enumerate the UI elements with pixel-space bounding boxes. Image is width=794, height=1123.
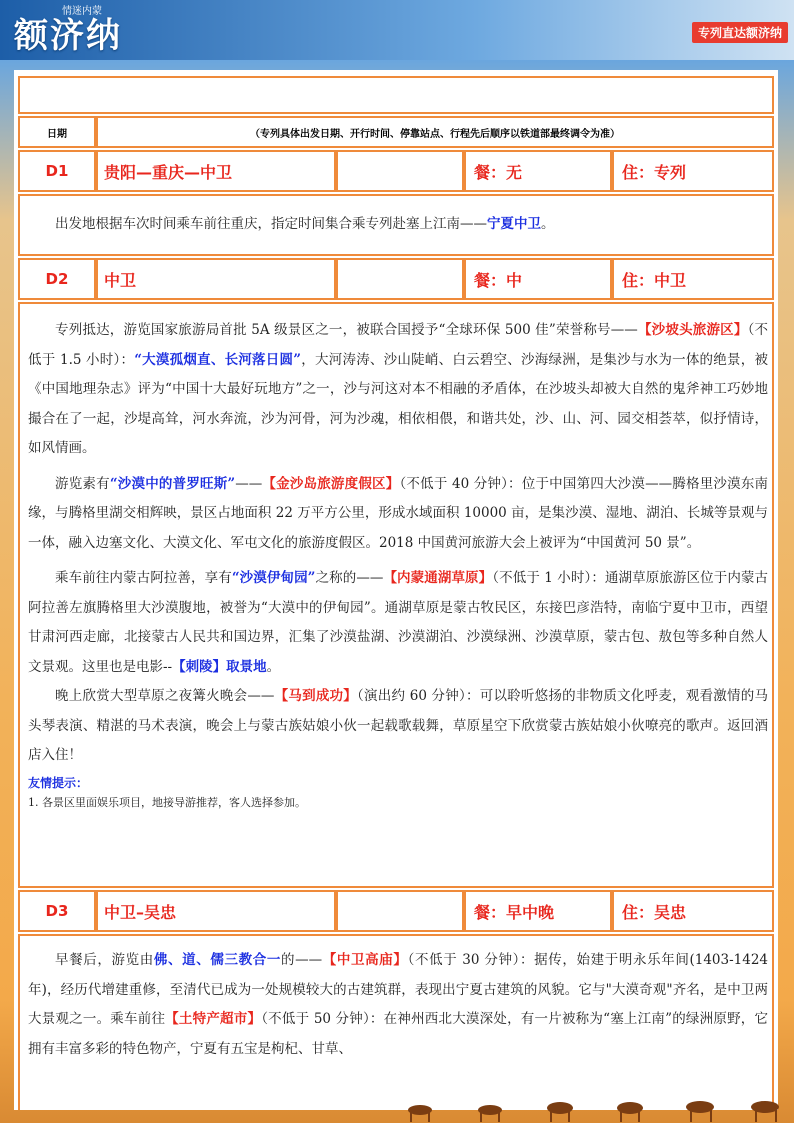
d1-text — [28, 210, 768, 240]
empty-cell — [336, 150, 464, 192]
highlight-text: 【中卫高庙】 — [322, 952, 408, 968]
text-segment: 出发地根据车次时间乘车前往重庆，指定时间集合乘专列赴塞上江南—— — [55, 216, 487, 232]
logo-subtitle: 情迷内蒙 — [62, 6, 102, 17]
highlight-text: 【马到成功】 — [274, 688, 358, 704]
highlight-text: 【内蒙通湖草原】 — [383, 570, 493, 586]
text-segment: （不低于 30 分钟）：据传，始建于明永乐年间(1403-1424 年)，经历代增建重修，至清代已成为一处规模较大的古建筑群，表现出宁夏古建筑的风貌。它与"大漠奇观"齐名，是中卫两大景观之一。乘车前往 — [28, 952, 769, 1027]
table-title-row — [18, 76, 774, 114]
highlight-text: 【土特产超市】 — [165, 1011, 262, 1027]
day-meal: 餐：中 — [464, 258, 612, 300]
text-segment: （不低于 40 分钟）：位于中国第四大沙漠——腾格里沙漠东南缘，与腾格里湖交相辉映，景区占地面积 22 万平方公里，形成水域面积 10000 亩，是集沙漠、湿地、湖泊、长城等景观与一体，融入边塞文化、大漠文化、军屯文化的旅游度假区。2018 中国黄河旅游大会上被评为“中国黄河 50 景”。 — [28, 475, 769, 551]
paragraph — [28, 470, 768, 559]
empty-cell — [336, 890, 464, 932]
text-segment: 专列抵达，游览国家旅游局首批 5A 级景区之一，被联合国授予“全球环保 500 佳”荣誉称号—— — [55, 322, 638, 338]
d3-text — [28, 946, 768, 1064]
day-number: D3 — [18, 890, 96, 932]
date-label: 日期 — [18, 116, 96, 148]
day-route: 中卫 — [96, 258, 336, 300]
text-segment: —— — [235, 475, 263, 492]
date-row — [18, 116, 774, 148]
text-segment: （不低于 1 小时）：通湖草原旅游区位于内蒙古阿拉善左旗腾格里大沙漠腹地，被誉为“大漠中的伊甸园”。通湖草原是蒙古牧民区，东接巴彦浩特，南临宁夏中卫市，西望甘肃河西走廊，北接蒙古人民共和国边界，汇集了沙漠盐湖、沙漠湖泊、沙漠绿洲、沙漠草原，蒙古包、敖包等多种自然人文景观。这里也是电影-- — [28, 570, 769, 675]
paragraph — [28, 564, 768, 682]
itinerary-table — [18, 74, 774, 1110]
camel-caravan-decoration — [380, 1080, 794, 1123]
highlight-text: “沙漠中的普罗旺斯” — [109, 475, 236, 492]
text-segment: （不低于 50 分钟）：在神州西北大漠深处，有一片被称为“塞上江南”的绿洲原野，它拥有丰富多彩的特色物产，宁夏有五宝是枸杞、甘草、 — [28, 1011, 769, 1057]
day-route: 中卫–吴忠 — [96, 890, 336, 932]
day-route: 贵阳—重庆—中卫 — [96, 150, 336, 192]
text-segment: （演出约 60 分钟）：可以聆听悠扬的非物质文化呼麦，观看激情的马头琴表演、精湛的马术表演，晚会上与蒙古族姑娘小伙一起载歌载舞，草原星空下欣赏蒙古族姑娘小伙嘹亮的歌声。返回酒店入住！ — [28, 688, 769, 763]
highlight-text: “沙漠伊甸园” — [231, 570, 316, 586]
day-number: D2 — [18, 258, 96, 300]
text-segment: 游览素有 — [55, 475, 110, 492]
day-header-d2 — [18, 258, 774, 300]
highlight-text: 佛、道、儒三教合一 — [153, 952, 282, 968]
day-body-d2 — [18, 302, 774, 888]
paragraph — [28, 946, 768, 1064]
text-segment: 之称的—— — [315, 570, 384, 586]
empty-cell — [336, 258, 464, 300]
text-segment: 。 — [541, 216, 555, 232]
day-number: D1 — [18, 150, 96, 192]
day-header-d3 — [18, 890, 774, 932]
day-stay: 住：中卫 — [612, 258, 774, 300]
date-note: （专列具体出发日期、开行时间、停靠站点、行程先后顺序以铁道部最终调令为准） — [96, 116, 774, 148]
highlight-text: 【刺陵】取景地 — [172, 658, 267, 675]
text-segment: 晚上欣赏大型草原之夜篝火晚会—— — [55, 688, 275, 704]
highlight-text: 【金沙岛旅游度假区】 — [262, 475, 400, 492]
tip-item: 1. 各景区里面娱乐项目，地接导游推荐，客人选择参加。 — [28, 795, 306, 809]
text-segment: （不低于 1.5 小时）： — [28, 322, 769, 368]
tip-heading: 友情提示： — [28, 775, 89, 790]
highlight-text: “大漠孤烟直、长河落日圆” — [134, 351, 302, 368]
text-segment: ，大河涛涛、沙山陡峭、白云碧空、沙海绿洲，是集沙与水为一体的绝景，被《中国地理杂志》评为“中国十大最好玩地方”之一，沙与河这对本不相融的矛盾体，在沙坡头却被大自然的鬼斧神工巧妙地撮合在了一起，沙堤高耸，河水奔流，沙为河骨，河为沙魂，相依相偎，和谐共处，沙、山、河、园交相荟萃，似抒情诗，如风情画。 — [28, 351, 768, 456]
day-stay: 住：专列 — [612, 150, 774, 192]
day-meal: 餐：早中晚 — [464, 890, 612, 932]
text-segment: 。 — [266, 658, 281, 675]
logo: 额济纳 — [14, 16, 122, 56]
paragraph — [28, 682, 768, 771]
day-meal: 餐：无 — [464, 150, 612, 192]
d2-text — [28, 316, 768, 813]
day-header-d1 — [18, 150, 774, 192]
day-stay: 住：吴忠 — [612, 890, 774, 932]
highlight-text: 宁夏中卫 — [487, 216, 541, 232]
day-body-d1 — [18, 194, 774, 256]
header-tag: 专列直达额济纳 — [692, 22, 788, 43]
text-segment: 乘车前往内蒙古阿拉善，享有 — [55, 570, 232, 586]
text-segment: 早餐后，游览由 — [55, 952, 154, 968]
text-segment: 的—— — [281, 952, 323, 968]
paragraph — [28, 316, 768, 464]
highlight-text: 【沙坡头旅游区】 — [637, 322, 748, 338]
